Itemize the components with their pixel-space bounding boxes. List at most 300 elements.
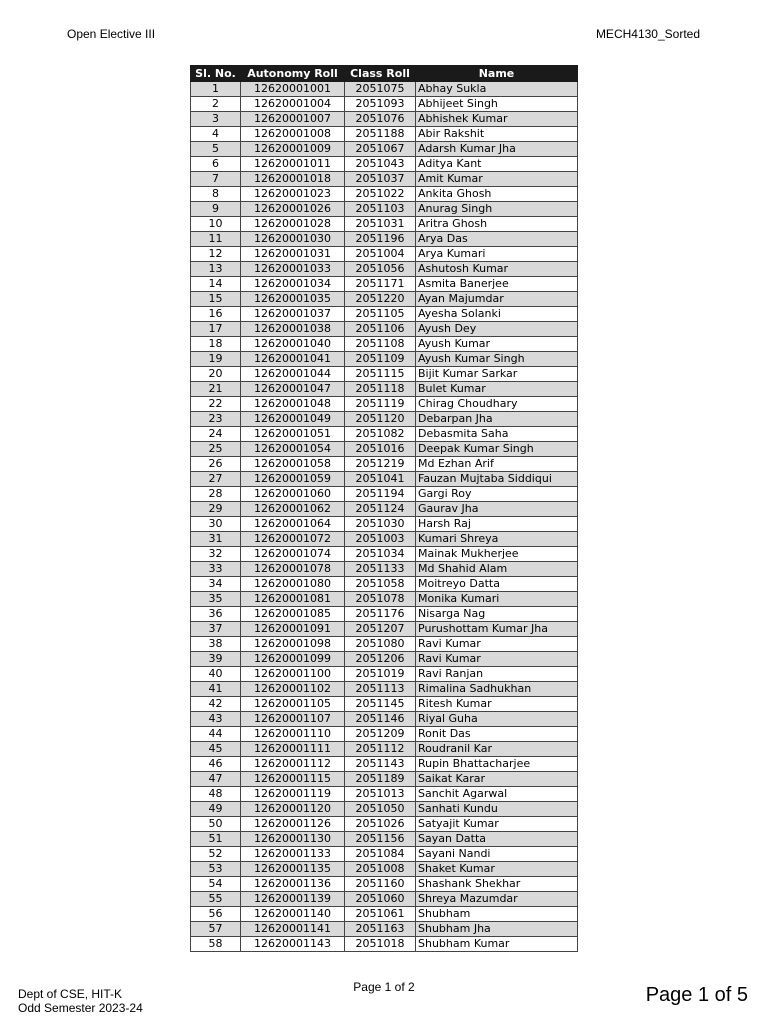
table-row xyxy=(191,547,578,562)
cell-autonomy-roll: 12620001119 xyxy=(241,787,345,802)
cell-autonomy-roll: 12620001133 xyxy=(241,847,345,862)
table-row xyxy=(191,757,578,772)
cell-name: Shashank Shekhar xyxy=(416,877,578,892)
cell-name: Kumari Shreya xyxy=(416,532,578,547)
cell-name: Ayush Dey xyxy=(416,322,578,337)
cell-name: Riyal Guha xyxy=(416,712,578,727)
cell-name: Chirag Choudhary xyxy=(416,397,578,412)
cell-sl-no: 49 xyxy=(191,802,241,817)
cell-name: Ayush Kumar xyxy=(416,337,578,352)
cell-class-roll: 2051189 xyxy=(345,772,416,787)
table-row xyxy=(191,172,578,187)
cell-name: Bijit Kumar Sarkar xyxy=(416,367,578,382)
cell-class-roll: 2051105 xyxy=(345,307,416,322)
cell-class-roll: 2051146 xyxy=(345,712,416,727)
cell-class-roll: 2051016 xyxy=(345,442,416,457)
cell-sl-no: 48 xyxy=(191,787,241,802)
table-row xyxy=(191,847,578,862)
cell-autonomy-roll: 12620001038 xyxy=(241,322,345,337)
table-row xyxy=(191,442,578,457)
table-row xyxy=(191,772,578,787)
cell-sl-no: 3 xyxy=(191,112,241,127)
cell-name: Shreya Mazumdar xyxy=(416,892,578,907)
cell-autonomy-roll: 12620001034 xyxy=(241,277,345,292)
cell-name: Shaket Kumar xyxy=(416,862,578,877)
cell-class-roll: 2051112 xyxy=(345,742,416,757)
cell-name: Satyajit Kumar xyxy=(416,817,578,832)
cell-name: Md Ezhan Arif xyxy=(416,457,578,472)
table-row xyxy=(191,877,578,892)
cell-autonomy-roll: 12620001074 xyxy=(241,547,345,562)
cell-name: Ritesh Kumar xyxy=(416,697,578,712)
cell-name: Fauzan Mujtaba Siddiqui xyxy=(416,472,578,487)
cell-sl-no: 39 xyxy=(191,652,241,667)
cell-autonomy-roll: 12620001035 xyxy=(241,292,345,307)
cell-name: Rimalina Sadhukhan xyxy=(416,682,578,697)
table-row xyxy=(191,712,578,727)
cell-autonomy-roll: 12620001098 xyxy=(241,637,345,652)
cell-name: Monika Kumari xyxy=(416,592,578,607)
cell-sl-no: 31 xyxy=(191,532,241,547)
cell-autonomy-roll: 12620001058 xyxy=(241,457,345,472)
column-header-sl-no: Sl. No. xyxy=(191,66,241,82)
cell-name: Moitreyo Datta xyxy=(416,577,578,592)
cell-autonomy-roll: 12620001041 xyxy=(241,352,345,367)
footer-institution xyxy=(18,987,143,1015)
cell-autonomy-roll: 12620001120 xyxy=(241,802,345,817)
cell-sl-no: 33 xyxy=(191,562,241,577)
table-header-row xyxy=(191,66,578,82)
table-row xyxy=(191,427,578,442)
cell-class-roll: 2051143 xyxy=(345,757,416,772)
cell-class-roll: 2051041 xyxy=(345,472,416,487)
cell-name: Shubham xyxy=(416,907,578,922)
cell-sl-no: 14 xyxy=(191,277,241,292)
cell-sl-no: 12 xyxy=(191,247,241,262)
table-body xyxy=(191,82,578,952)
cell-name: Ashutosh Kumar xyxy=(416,262,578,277)
cell-class-roll: 2051156 xyxy=(345,832,416,847)
table-row xyxy=(191,142,578,157)
cell-autonomy-roll: 12620001080 xyxy=(241,577,345,592)
cell-sl-no: 47 xyxy=(191,772,241,787)
table-row xyxy=(191,277,578,292)
cell-sl-no: 51 xyxy=(191,832,241,847)
table-row xyxy=(191,622,578,637)
cell-sl-no: 6 xyxy=(191,157,241,172)
table-row xyxy=(191,112,578,127)
cell-sl-no: 27 xyxy=(191,472,241,487)
cell-class-roll: 2051093 xyxy=(345,97,416,112)
cell-class-roll: 2051176 xyxy=(345,607,416,622)
cell-sl-no: 37 xyxy=(191,622,241,637)
cell-autonomy-roll: 12620001105 xyxy=(241,697,345,712)
cell-autonomy-roll: 12620001102 xyxy=(241,682,345,697)
cell-class-roll: 2051019 xyxy=(345,667,416,682)
cell-autonomy-roll: 12620001112 xyxy=(241,757,345,772)
table-row xyxy=(191,502,578,517)
table-row xyxy=(191,577,578,592)
cell-class-roll: 2051118 xyxy=(345,382,416,397)
cell-name: Gaurav Jha xyxy=(416,502,578,517)
cell-autonomy-roll: 12620001139 xyxy=(241,892,345,907)
cell-class-roll: 2051076 xyxy=(345,112,416,127)
cell-class-roll: 2051194 xyxy=(345,487,416,502)
cell-class-roll: 2051067 xyxy=(345,142,416,157)
cell-name: Aditya Kant xyxy=(416,157,578,172)
cell-class-roll: 2051078 xyxy=(345,592,416,607)
table-row xyxy=(191,832,578,847)
cell-autonomy-roll: 12620001143 xyxy=(241,937,345,952)
table-row xyxy=(191,157,578,172)
cell-autonomy-roll: 12620001078 xyxy=(241,562,345,577)
cell-class-roll: 2051163 xyxy=(345,922,416,937)
cell-class-roll: 2051188 xyxy=(345,127,416,142)
table-row xyxy=(191,892,578,907)
table-row xyxy=(191,862,578,877)
cell-sl-no: 41 xyxy=(191,682,241,697)
cell-class-roll: 2051106 xyxy=(345,322,416,337)
cell-autonomy-roll: 12620001033 xyxy=(241,262,345,277)
table-row xyxy=(191,727,578,742)
cell-autonomy-roll: 12620001001 xyxy=(241,82,345,97)
table-row xyxy=(191,187,578,202)
table-row xyxy=(191,682,578,697)
cell-name: Sanhati Kundu xyxy=(416,802,578,817)
cell-autonomy-roll: 12620001060 xyxy=(241,487,345,502)
cell-name: Amit Kumar xyxy=(416,172,578,187)
cell-sl-no: 4 xyxy=(191,127,241,142)
cell-name: Sanchit Agarwal xyxy=(416,787,578,802)
cell-name: Arya Das xyxy=(416,232,578,247)
cell-class-roll: 2051109 xyxy=(345,352,416,367)
cell-sl-no: 56 xyxy=(191,907,241,922)
footer-semester: Odd Semester 2023-24 xyxy=(18,1001,143,1015)
table-row xyxy=(191,352,578,367)
cell-name: Harsh Raj xyxy=(416,517,578,532)
table-row xyxy=(191,532,578,547)
cell-class-roll: 2051196 xyxy=(345,232,416,247)
cell-sl-no: 24 xyxy=(191,427,241,442)
cell-class-roll: 2051113 xyxy=(345,682,416,697)
cell-class-roll: 2051030 xyxy=(345,517,416,532)
cell-autonomy-roll: 12620001107 xyxy=(241,712,345,727)
cell-name: Saikat Karar xyxy=(416,772,578,787)
cell-sl-no: 55 xyxy=(191,892,241,907)
cell-class-roll: 2051050 xyxy=(345,802,416,817)
cell-sl-no: 1 xyxy=(191,82,241,97)
cell-name: Debarpan Jha xyxy=(416,412,578,427)
cell-class-roll: 2051119 xyxy=(345,397,416,412)
table-row xyxy=(191,922,578,937)
cell-autonomy-roll: 12620001062 xyxy=(241,502,345,517)
cell-autonomy-roll: 12620001030 xyxy=(241,232,345,247)
cell-class-roll: 2051075 xyxy=(345,82,416,97)
cell-name: Adarsh Kumar Jha xyxy=(416,142,578,157)
table-row xyxy=(191,412,578,427)
cell-class-roll: 2051056 xyxy=(345,262,416,277)
cell-autonomy-roll: 12620001085 xyxy=(241,607,345,622)
cell-class-roll: 2051018 xyxy=(345,937,416,952)
cell-sl-no: 26 xyxy=(191,457,241,472)
table-row xyxy=(191,247,578,262)
table-row xyxy=(191,337,578,352)
cell-sl-no: 58 xyxy=(191,937,241,952)
cell-name: Ayesha Solanki xyxy=(416,307,578,322)
cell-autonomy-roll: 12620001031 xyxy=(241,247,345,262)
column-header-name: Name xyxy=(416,66,578,82)
cell-autonomy-roll: 12620001115 xyxy=(241,772,345,787)
table-row xyxy=(191,517,578,532)
cell-name: Nisarga Nag xyxy=(416,607,578,622)
cell-autonomy-roll: 12620001135 xyxy=(241,862,345,877)
cell-sl-no: 40 xyxy=(191,667,241,682)
table-row xyxy=(191,652,578,667)
cell-class-roll: 2051103 xyxy=(345,202,416,217)
cell-sl-no: 8 xyxy=(191,187,241,202)
cell-class-roll: 2051026 xyxy=(345,817,416,832)
cell-sl-no: 25 xyxy=(191,442,241,457)
cell-name: Anurag Singh xyxy=(416,202,578,217)
table-row xyxy=(191,217,578,232)
cell-sl-no: 21 xyxy=(191,382,241,397)
cell-autonomy-roll: 12620001048 xyxy=(241,397,345,412)
cell-sl-no: 36 xyxy=(191,607,241,622)
cell-name: Bulet Kumar xyxy=(416,382,578,397)
cell-autonomy-roll: 12620001141 xyxy=(241,922,345,937)
cell-sl-no: 19 xyxy=(191,352,241,367)
cell-name: Ankita Ghosh xyxy=(416,187,578,202)
cell-autonomy-roll: 12620001008 xyxy=(241,127,345,142)
table-row xyxy=(191,907,578,922)
cell-name: Aritra Ghosh xyxy=(416,217,578,232)
cell-name: Sayani Nandi xyxy=(416,847,578,862)
table-row xyxy=(191,457,578,472)
cell-sl-no: 17 xyxy=(191,322,241,337)
cell-sl-no: 52 xyxy=(191,847,241,862)
table-row xyxy=(191,262,578,277)
cell-class-roll: 2051207 xyxy=(345,622,416,637)
cell-class-roll: 2051031 xyxy=(345,217,416,232)
cell-class-roll: 2051080 xyxy=(345,637,416,652)
cell-autonomy-roll: 12620001004 xyxy=(241,97,345,112)
cell-sl-no: 57 xyxy=(191,922,241,937)
cell-sl-no: 29 xyxy=(191,502,241,517)
cell-sl-no: 46 xyxy=(191,757,241,772)
table-row xyxy=(191,817,578,832)
cell-sl-no: 35 xyxy=(191,592,241,607)
cell-autonomy-roll: 12620001047 xyxy=(241,382,345,397)
cell-class-roll: 2051058 xyxy=(345,577,416,592)
page-number-center: Page 1 of 2 xyxy=(353,980,415,994)
cell-sl-no: 16 xyxy=(191,307,241,322)
cell-class-roll: 2051133 xyxy=(345,562,416,577)
table-row xyxy=(191,97,578,112)
cell-sl-no: 38 xyxy=(191,637,241,652)
cell-autonomy-roll: 12620001111 xyxy=(241,742,345,757)
page-number-large: Page 1 of 5 xyxy=(645,984,748,1006)
cell-autonomy-roll: 12620001110 xyxy=(241,727,345,742)
table-row xyxy=(191,742,578,757)
cell-class-roll: 2051037 xyxy=(345,172,416,187)
cell-sl-no: 9 xyxy=(191,202,241,217)
cell-name: Abhijeet Singh xyxy=(416,97,578,112)
cell-name: Ravi Kumar xyxy=(416,652,578,667)
table-row xyxy=(191,802,578,817)
cell-class-roll: 2051003 xyxy=(345,532,416,547)
cell-autonomy-roll: 12620001126 xyxy=(241,817,345,832)
cell-class-roll: 2051022 xyxy=(345,187,416,202)
cell-name: Abir Rakshit xyxy=(416,127,578,142)
cell-class-roll: 2051160 xyxy=(345,877,416,892)
cell-autonomy-roll: 12620001011 xyxy=(241,157,345,172)
cell-autonomy-roll: 12620001028 xyxy=(241,217,345,232)
cell-name: Shubham Kumar xyxy=(416,937,578,952)
cell-name: Purushottam Kumar Jha xyxy=(416,622,578,637)
cell-name: Roudranil Kar xyxy=(416,742,578,757)
cell-autonomy-roll: 12620001091 xyxy=(241,622,345,637)
cell-sl-no: 11 xyxy=(191,232,241,247)
cell-class-roll: 2051060 xyxy=(345,892,416,907)
cell-sl-no: 30 xyxy=(191,517,241,532)
cell-class-roll: 2051209 xyxy=(345,727,416,742)
cell-name: Md Shahid Alam xyxy=(416,562,578,577)
student-roll-table xyxy=(190,65,578,952)
cell-class-roll: 2051084 xyxy=(345,847,416,862)
cell-class-roll: 2051043 xyxy=(345,157,416,172)
cell-name: Ravi Ranjan xyxy=(416,667,578,682)
cell-name: Shubham Jha xyxy=(416,922,578,937)
cell-autonomy-roll: 12620001136 xyxy=(241,877,345,892)
cell-sl-no: 34 xyxy=(191,577,241,592)
cell-sl-no: 10 xyxy=(191,217,241,232)
cell-autonomy-roll: 12620001054 xyxy=(241,442,345,457)
cell-name: Asmita Banerjee xyxy=(416,277,578,292)
cell-class-roll: 2051008 xyxy=(345,862,416,877)
table-row xyxy=(191,667,578,682)
table-row xyxy=(191,637,578,652)
cell-autonomy-roll: 12620001040 xyxy=(241,337,345,352)
cell-name: Abhay Sukla xyxy=(416,82,578,97)
cell-name: Ayush Kumar Singh xyxy=(416,352,578,367)
column-header-autonomy-roll: Autonomy Roll xyxy=(241,66,345,82)
table-row xyxy=(191,562,578,577)
cell-sl-no: 7 xyxy=(191,172,241,187)
cell-autonomy-roll: 12620001037 xyxy=(241,307,345,322)
cell-sl-no: 42 xyxy=(191,697,241,712)
cell-name: Ronit Das xyxy=(416,727,578,742)
table-row xyxy=(191,292,578,307)
cell-name: Mainak Mukherjee xyxy=(416,547,578,562)
cell-autonomy-roll: 12620001018 xyxy=(241,172,345,187)
cell-sl-no: 43 xyxy=(191,712,241,727)
table-row xyxy=(191,367,578,382)
cell-class-roll: 2051220 xyxy=(345,292,416,307)
cell-sl-no: 15 xyxy=(191,292,241,307)
cell-sl-no: 18 xyxy=(191,337,241,352)
cell-class-roll: 2051124 xyxy=(345,502,416,517)
table-row xyxy=(191,937,578,952)
cell-class-roll: 2051145 xyxy=(345,697,416,712)
table-row xyxy=(191,697,578,712)
cell-name: Deepak Kumar Singh xyxy=(416,442,578,457)
cell-autonomy-roll: 12620001026 xyxy=(241,202,345,217)
cell-name: Arya Kumari xyxy=(416,247,578,262)
cell-name: Gargi Roy xyxy=(416,487,578,502)
cell-autonomy-roll: 12620001099 xyxy=(241,652,345,667)
table-row xyxy=(191,127,578,142)
cell-class-roll: 2051108 xyxy=(345,337,416,352)
cell-class-roll: 2051120 xyxy=(345,412,416,427)
cell-class-roll: 2051219 xyxy=(345,457,416,472)
cell-autonomy-roll: 12620001023 xyxy=(241,187,345,202)
cell-autonomy-roll: 12620001009 xyxy=(241,142,345,157)
cell-name: Rupin Bhattacharjee xyxy=(416,757,578,772)
cell-autonomy-roll: 12620001064 xyxy=(241,517,345,532)
cell-class-roll: 2051061 xyxy=(345,907,416,922)
table-row xyxy=(191,472,578,487)
cell-sl-no: 5 xyxy=(191,142,241,157)
cell-sl-no: 22 xyxy=(191,397,241,412)
table-row xyxy=(191,322,578,337)
cell-class-roll: 2051034 xyxy=(345,547,416,562)
cell-sl-no: 50 xyxy=(191,817,241,832)
cell-name: Debasmita Saha xyxy=(416,427,578,442)
cell-class-roll: 2051082 xyxy=(345,427,416,442)
table-row xyxy=(191,487,578,502)
cell-sl-no: 44 xyxy=(191,727,241,742)
cell-sl-no: 28 xyxy=(191,487,241,502)
table-row xyxy=(191,592,578,607)
cell-class-roll: 2051004 xyxy=(345,247,416,262)
table-row xyxy=(191,232,578,247)
cell-class-roll: 2051115 xyxy=(345,367,416,382)
cell-sl-no: 54 xyxy=(191,877,241,892)
cell-sl-no: 23 xyxy=(191,412,241,427)
cell-autonomy-roll: 12620001072 xyxy=(241,532,345,547)
table-row xyxy=(191,787,578,802)
cell-autonomy-roll: 12620001059 xyxy=(241,472,345,487)
cell-name: Sayan Datta xyxy=(416,832,578,847)
cell-sl-no: 32 xyxy=(191,547,241,562)
cell-autonomy-roll: 12620001130 xyxy=(241,832,345,847)
cell-sl-no: 13 xyxy=(191,262,241,277)
table-row xyxy=(191,607,578,622)
table-row xyxy=(191,307,578,322)
table-row xyxy=(191,82,578,97)
header-right-title: MECH4130_Sorted xyxy=(595,27,700,41)
table-row xyxy=(191,202,578,217)
cell-autonomy-roll: 12620001081 xyxy=(241,592,345,607)
cell-autonomy-roll: 12620001007 xyxy=(241,112,345,127)
cell-autonomy-roll: 12620001044 xyxy=(241,367,345,382)
cell-autonomy-roll: 12620001049 xyxy=(241,412,345,427)
cell-name: Abhishek Kumar xyxy=(416,112,578,127)
table-row xyxy=(191,382,578,397)
cell-class-roll: 2051171 xyxy=(345,277,416,292)
cell-sl-no: 2 xyxy=(191,97,241,112)
cell-autonomy-roll: 12620001051 xyxy=(241,427,345,442)
cell-class-roll: 2051013 xyxy=(345,787,416,802)
footer-dept: Dept of CSE, HIT-K xyxy=(18,987,123,1001)
cell-name: Ayan Majumdar xyxy=(416,292,578,307)
header-left-title: Open Elective III xyxy=(67,27,156,41)
cell-name: Ravi Kumar xyxy=(416,637,578,652)
cell-sl-no: 20 xyxy=(191,367,241,382)
cell-autonomy-roll: 12620001140 xyxy=(241,907,345,922)
cell-sl-no: 45 xyxy=(191,742,241,757)
cell-sl-no: 53 xyxy=(191,862,241,877)
